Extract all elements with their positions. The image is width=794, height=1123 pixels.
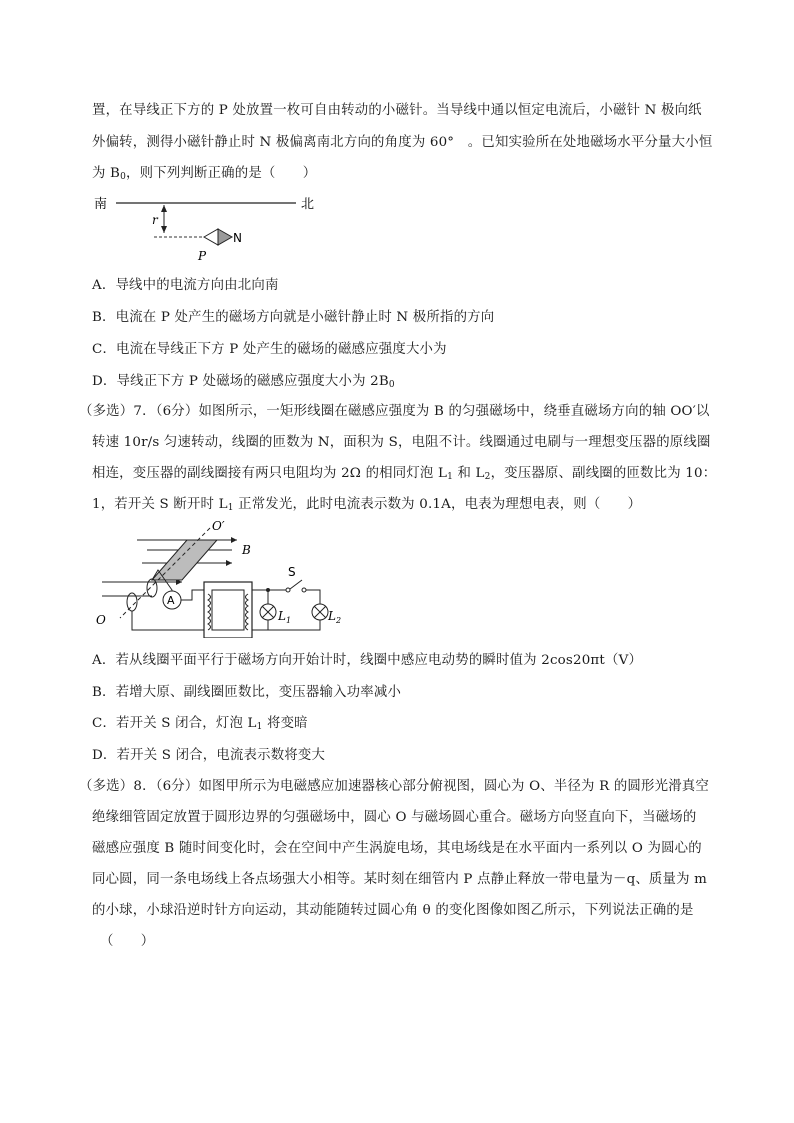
figure-wire-compass <box>92 192 332 270</box>
q7-line-3: 相连，变压器的副线圈接有两只电阻均为 2Ω 的相同灯泡 $L_1$ 和 $L_2$，变压器原、副线圈的匝数比为 10： <box>92 466 717 482</box>
l1-label: $L_1$ <box>278 609 292 625</box>
coil-icon <box>152 540 217 580</box>
n-pole-label: N <box>233 231 242 245</box>
q7-option-d: D．若开关 S 闭合，电流表示数将变大 <box>92 748 326 763</box>
q8-line-1: （多选）8．（6分）如图甲所示为电磁感应加速器核心部分俯视图，圆心为 O、半径为 R 的圆形光滑真空 <box>79 779 709 794</box>
figure-generator-transformer <box>92 520 342 638</box>
q8-line-3: 磁感应强度 B 随时间变化时，会在空间中产生涡旋电场，其电场线是在水平面内一系列以 O 为圆心的 <box>92 841 702 856</box>
ammeter-label: A <box>167 594 175 607</box>
p-label: P <box>198 249 207 263</box>
south-label: 南 <box>94 197 108 212</box>
compass-needle-icon <box>204 229 232 245</box>
q6-line-2: 外偏转，测得小磁针静止时 N 极偏离南北方向的角度为 60° 。已知实验所在处地磁场水平分量大小恒 <box>92 135 713 150</box>
q7-option-a: A．若从线圈平面平行于磁场方向开始计时，线圈中感应电动势的瞬时值为 2cos20πt（V） <box>92 653 643 668</box>
b-field-label: B <box>242 543 251 557</box>
switch-s-icon <box>290 580 302 589</box>
q7-line-2: 转速 10r/s 匀速转动，线圈的匝数为 N，面积为 S，电阻不计。线圈通过电刷与一理想变压器的原线圈 <box>92 435 711 450</box>
q8-line-6: （ ） <box>100 934 155 949</box>
q7-option-b: B．若增大原、副线圈匝数比，变压器输入功率减小 <box>92 685 402 700</box>
q8-line-4: 同心圆，同一条电场线上各点场强大小相等。某时刻在细管内 P 点静止释放一带电量为－q、质量为 m <box>92 872 708 887</box>
q7-line-1: （多选）7．（6分）如图所示，一矩形线圈在磁感应强度为 B 的匀强磁场中，绕垂直磁场方向的轴 OO′以 <box>79 404 710 419</box>
switch-s-label: S <box>288 565 296 579</box>
transformer-icon <box>204 582 252 638</box>
l2-label: $L_2$ <box>328 609 342 625</box>
o-prime-label: O′ <box>212 520 225 533</box>
q6-option-d: D．导线正下方 P 处磁场的磁感应强度大小为 $2B_0$ <box>92 374 395 390</box>
q7-line-4: 1，若开关 S 断开时 $L_1$ 正常发光，此时电流表示数为 0.1A，电表为理想电表，则（ ） <box>92 497 642 513</box>
q6-option-a: A．导线中的电流方向由北向南 <box>92 278 279 293</box>
q6-line-3: 为 $B_0$，则下列判断正确的是（ ） <box>92 166 317 182</box>
q6-line-1: 置，在导线正下方的 P 处放置一枚可自由转动的小磁针。当导线中通以恒定电流后，小磁针 N 极向纸 <box>92 103 702 118</box>
q7-option-c: C．若开关 S 闭合，灯泡 $L_1$ 将变暗 <box>92 716 308 732</box>
r-label: r <box>152 213 158 227</box>
north-label: 北 <box>301 197 315 212</box>
q8-line-2: 绝缘细管固定放置于圆形边界的匀强磁场中，圆心 O 与磁场圆心重合。磁场方向竖直向下，当磁场的 <box>92 810 697 825</box>
q6-option-c: C．电流在导线正下方 P 处产生的磁场的磁感应强度大小为 <box>92 342 447 357</box>
q8-line-5: 的小球，小球沿逆时针方向运动，其动能随转过圆心角 θ 的变化图像如图乙所示，下列说法正确的是 <box>92 903 694 918</box>
o-label: O <box>96 613 106 627</box>
q6-option-b: B．电流在 P 处产生的磁场方向就是小磁针静止时 N 极所指的方向 <box>92 310 495 325</box>
